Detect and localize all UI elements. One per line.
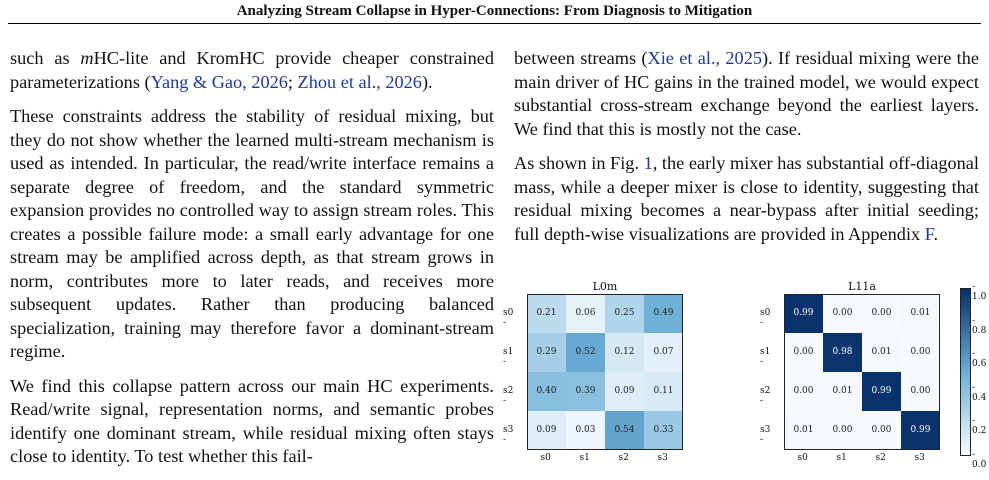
col-tick-label: s0 [797, 453, 808, 463]
row-tick-label: s2 - [503, 385, 514, 406]
left-paragraph-2: These constraints address the stability of residual mixing, but they do not show whether the learned multi-stream mechanism is used as intended. In particular, the read/write interface remains a separate degree of freedom, and the standard symmetric expansion provides no controlled way to assign stream roles. This creates a possible failure mode: a small early advantage for one stream may be amplified across depth, as that stream grows in norm, contributes more to later reads, and receives more subsequent updates. Rather than producing balanced specialization, training may therefore favor a dominant-stream regime. [10, 106, 494, 361]
heatmap-cell: 0.00 [784, 333, 823, 372]
left-column [10, 47, 494, 480]
heatmap-cell: 0.00 [862, 411, 901, 450]
heatmap-cell: 0.99 [862, 372, 901, 411]
heatmap-cell: 0.01 [901, 294, 940, 333]
header-rule [8, 23, 981, 24]
citation-zhou[interactable]: Zhou et al., 2026 [297, 71, 422, 92]
row-tick-label: s3 - [760, 424, 771, 445]
row-tick-label: s0 - [760, 307, 771, 328]
running-header: Analyzing Stream Collapse in Hyper-Connections: From Diagnosis to Mitigation [236, 3, 753, 19]
heatmap-cell: 0.99 [901, 411, 940, 450]
figure-ref[interactable]: 1 [643, 153, 653, 173]
col-tick-label: s0 [540, 453, 551, 463]
col-tick-label: s3 [914, 453, 925, 463]
colorbar-tick-label: - 1.0 [972, 282, 987, 302]
heatmap-cell: 0.06 [566, 294, 605, 333]
row-tick-label: s3 - [503, 424, 514, 445]
heatmap-title: L0m [592, 280, 618, 293]
col-tick-label: s1 [579, 453, 590, 463]
row-tick-label: s1 - [503, 346, 514, 367]
heatmap-cell: 0.98 [823, 333, 862, 372]
colorbar-tick-label: - 0.4 [972, 382, 987, 403]
appendix-ref[interactable]: F [924, 223, 934, 244]
heatmap-frame [784, 294, 940, 450]
heatmap-cell: 0.01 [862, 333, 901, 372]
row-tick-label: s1 - [760, 346, 771, 367]
heatmap-cell: 0.39 [566, 372, 605, 411]
heatmap-cell: 0.12 [605, 333, 644, 372]
citation-xie[interactable]: Xie et al., 2025 [647, 48, 762, 68]
heatmap-cell: 0.03 [566, 411, 605, 450]
col-tick-label: s1 [836, 453, 847, 463]
heatmap-title: L11a [848, 280, 876, 293]
col-tick-label: s2 [875, 453, 886, 463]
colorbar-tick-label: - 0.2 [972, 416, 987, 437]
colorbar [960, 288, 971, 456]
right-paragraph-2: As shown in Fig. 1, the early mixer has substantial off-diagonal mass, while a deeper mixer is close to identity, suggesting that residual mixing becomes a near-bypass after initial seeding; full depth-wise visualizations are provided in Appendix F. [514, 153, 980, 244]
col-tick-label: s2 [618, 453, 629, 463]
heatmap-cell: 0.00 [784, 372, 823, 411]
right-column [514, 47, 979, 257]
heatmap-cell: 0.07 [644, 333, 683, 372]
heatmap-cell: 0.99 [784, 294, 823, 333]
colorbar-tick-label: - 0.8 [972, 315, 987, 336]
row-tick-label: s2 - [760, 385, 771, 406]
citation-yang-gao[interactable]: Yang & Gao, 2026 [150, 71, 288, 92]
heatmap-cell: 0.29 [527, 333, 566, 372]
left-paragraph-3: We find this collapse pattern across our main HC experiments. Read/write signal, representation norms, and semantic probes identify one dominant stream, while residual mixing often stays close to identity. To test whether this fail- [10, 375, 494, 466]
row-tick-label: s0 - [503, 307, 514, 328]
heatmap-cell: 0.49 [644, 294, 683, 333]
heatmap-cell: 0.21 [527, 294, 566, 333]
heatmap-frame [527, 294, 683, 450]
right-paragraph-1: between streams (Xie et al., 2025). If residual mixing were the main driver of HC gains in the trained model, we would expect substantial cross-stream exchange beyond the earliest layers. We find that this is mostly not the case. [514, 48, 979, 139]
col-tick-label: s3 [657, 453, 668, 463]
heatmap-cell: 0.25 [605, 294, 644, 333]
heatmap-cell: 0.01 [784, 411, 823, 450]
colorbar-tick-label: - 0.6 [972, 349, 987, 370]
heatmap-cell: 0.01 [823, 372, 862, 411]
heatmap-cell: 0.33 [644, 411, 683, 450]
heatmap-cell: 0.00 [823, 411, 862, 450]
heatmap-cell: 0.11 [644, 372, 683, 411]
heatmap-cell: 0.00 [901, 372, 940, 411]
heatmap-cell: 0.40 [527, 372, 566, 411]
left-paragraph-1: such as mHC-lite and KromHC provide cheaper constrained parameterizations (Yang & Gao, 2026; Zhou et al., 2026). [10, 48, 494, 92]
heatmap-cell: 0.52 [566, 333, 605, 372]
heatmap-cell: 0.00 [901, 333, 940, 372]
colorbar-tick-label: - 0.0 [972, 450, 987, 470]
heatmap-cell: 0.00 [862, 294, 901, 333]
heatmap-cell: 0.09 [527, 411, 566, 450]
heatmap-cell: 0.54 [605, 411, 644, 450]
heatmap-cell: 0.00 [823, 294, 862, 333]
heatmap-cell: 0.09 [605, 372, 644, 411]
